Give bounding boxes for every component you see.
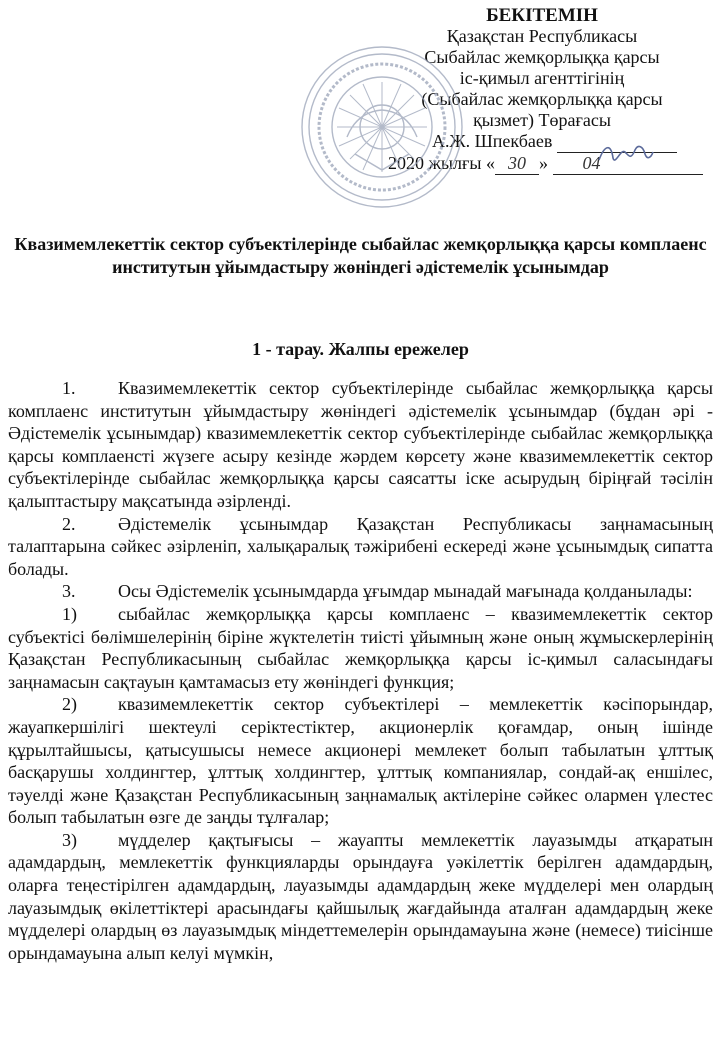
paragraph [8, 693, 713, 829]
paragraph-text: Осы Әдістемелік ұсынымдарда ұғымдар мынадай мағынада қолданылады: [118, 581, 693, 602]
approval-heading: БЕКІТЕМІН [486, 5, 598, 26]
paragraph [8, 513, 713, 581]
date-prefix: 2020 жылғы « [388, 153, 495, 173]
date-day: 30 [495, 153, 539, 175]
paragraph-text: сыбайлас жемқорлыққа қарсы комплаенс – квазимемлекеттік сектор субъектісі бөлімшелерінің біріне жүктелетін тиісті ұйымның және оның жұмыскерлерінің Қазақстан Республикасының сыбайлас жемқорлыққа қарсы іс-қимыл саласындағы заңнамасын сақтауын қамтамасыз ету жөніндегі функция; [8, 603, 713, 692]
paragraph [8, 603, 713, 693]
approval-line: Сыбайлас жемқорлыққа қарсы [424, 47, 660, 67]
paragraph-number: 3) [62, 829, 77, 850]
document-body [8, 377, 713, 964]
paragraph-text: квазимемлекеттік сектор субъектілері – мемлекеттік кәсіпорындар, жауапкершілігі шектеулі серіктестіктер, акционерлік қоғамдар, оның ішінде құрылтайшысы, қатысушысы немесе акционері мемлекет болып табылатын ұлттық басқарушы холдингтер, ұлттық холдингтер, ұлттық компаниялар, сондай-ақ еншілес, тәуелді және Қазақстан Республикасының заңнамалық актілеріне сәйкес олармен үлестес болып табылатын өзге де заңды тұлғалар; [8, 694, 713, 828]
approval-line: Қазақстан Республикасы [446, 26, 638, 46]
signature-scribble [595, 138, 655, 170]
document-title: Квазимемлекеттік сектор субъектілерінде сыбайлас жемқорлыққа қарсы комплаенс институтын ұйымдастыру жөніндегі әдістемелік ұсынымдар [14, 234, 707, 277]
paragraph-text: мүдделер қақтығысы – жауапты мемлекеттік лауазымды атқаратын адамдардың, мемлекеттік функцияларды орындауға уәкілеттік берілген адамдардың, оларға теңестірілген адамдардың, лауазымды адамдардың жеке мүдделері мен олардың лауазымдық өкілеттіктері арасындағы қайшылық жағдайында аталған адамдардың жеке мүдделері олардың өз лауазымдық міндеттемелерін орындамауына және (немесе) тиісінше орындамауына алып келуі мүмкін, [8, 829, 713, 963]
paragraph [8, 377, 713, 513]
date-mid: » [539, 153, 548, 173]
paragraph-text: Әдістемелік ұсынымдар Қазақстан Республикасы заңнамасының талаптарына сәйкес әзірленіп, халықаралық тәжірибені ескереді және ұсынымдық сипатта болады. [8, 513, 713, 579]
paragraph-number: 1. [62, 378, 76, 398]
approval-line: қызмет) Төрағасы [473, 110, 611, 130]
paragraph-number: 1) [62, 603, 77, 624]
paragraph-number: 2. [62, 513, 76, 534]
paragraph-number: 3. [62, 581, 76, 602]
date-month: 04 [553, 153, 703, 175]
paragraph-text: Квазимемлекеттік сектор субъектілерінде сыбайлас жемқорлыққа қарсы комплаенс институтын ұйымдастыру жөніндегі әдістемелік ұсынымдар (бұдан әрі - Әдістемелік ұсынымдар) квазимемлекеттік сектор субъектілерінде сыбайлас жемқорлыққа қарсы комплаенсті жүзеге асыру кезінде жәрдем көрсету және квазимемлекеттік сектор субъектілерінде сыбайлас жемқорлыққа қарсы саясатты іске асырудың біріңғай тәсілін қалыптастыру мақсатында әзірленді. [8, 378, 713, 511]
paragraph [8, 580, 713, 603]
paragraph-number: 2) [62, 694, 77, 715]
approval-line: іс-қимыл агенттігінің [459, 68, 625, 88]
approval-line: (Сыбайлас жемқорлыққа қарсы [421, 89, 663, 109]
signatory-name: А.Ж. Шпекбаев [432, 131, 553, 151]
state-seal [297, 42, 467, 212]
paragraph [8, 829, 713, 965]
section-heading: 1 - тарау. Жалпы ережелер [252, 339, 469, 359]
